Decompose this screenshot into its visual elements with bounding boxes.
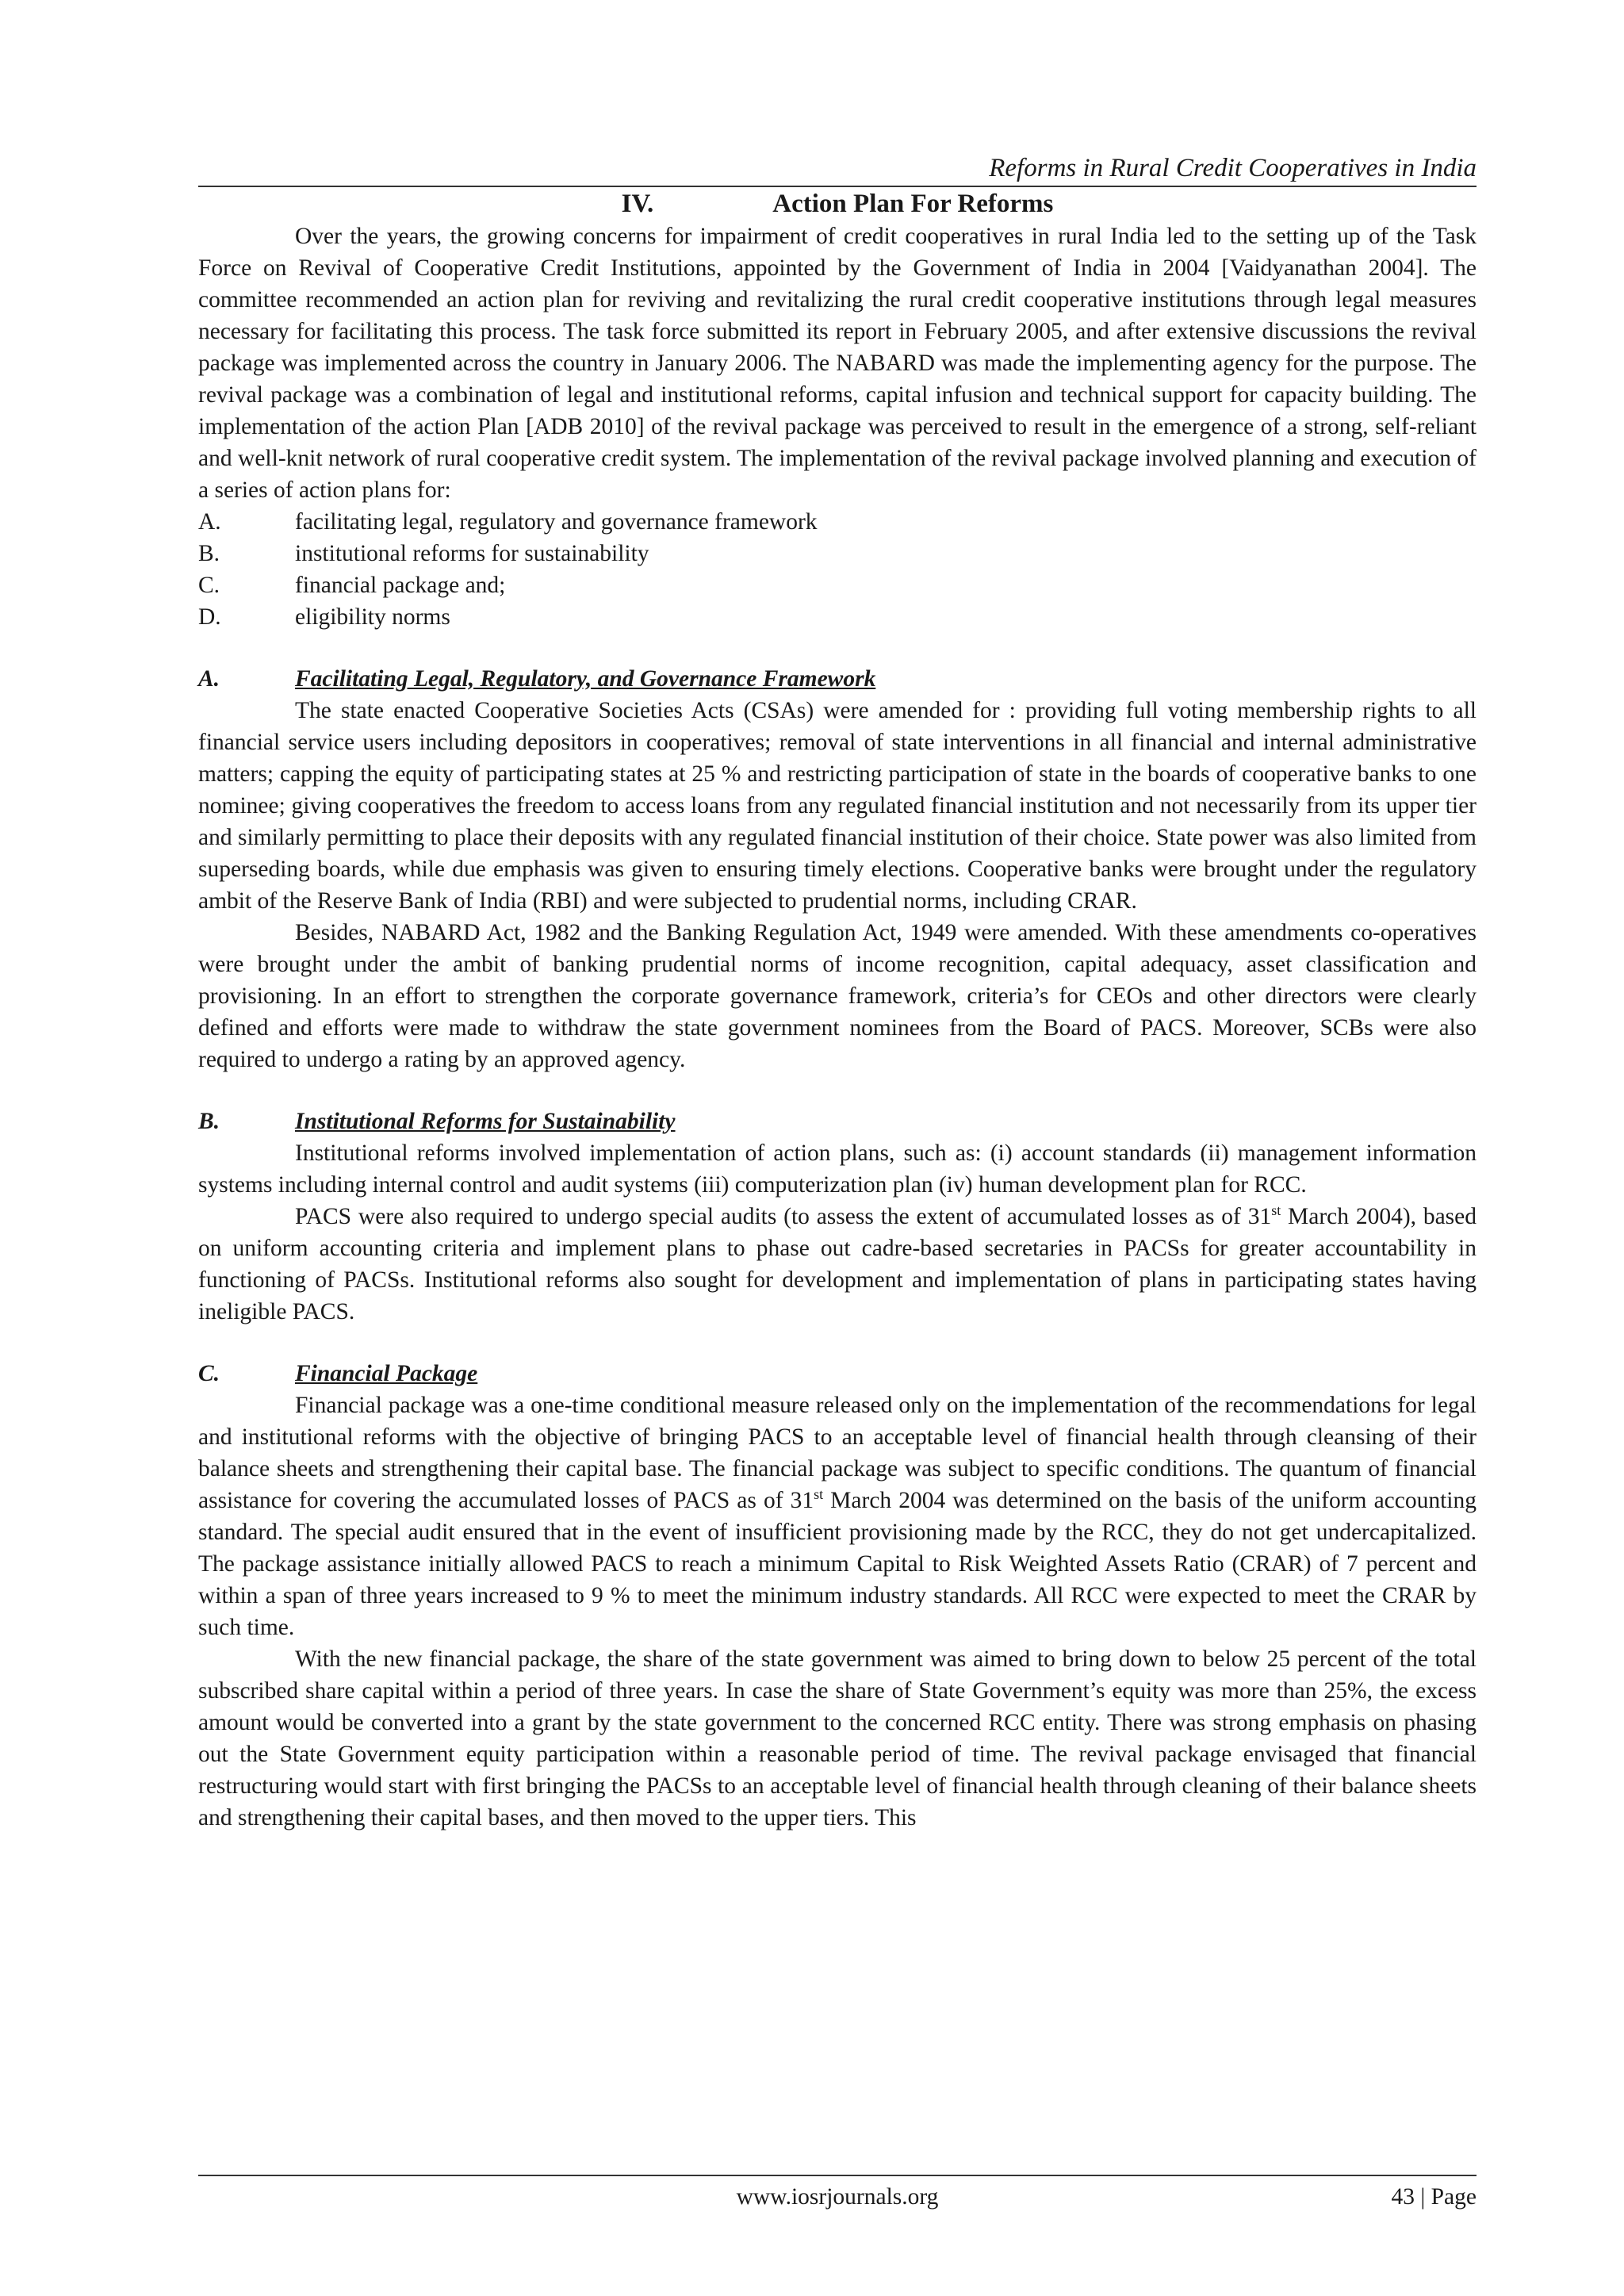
subsection-c-paragraph-1	[198, 1389, 1477, 1643]
subsection-b-paragraph-1: Institutional reforms involved implementation of action plans, such as: (i) account standards (ii) management information systems including internal control and audit systems (iii) computerization plan (iv) human development plan for RCC.	[198, 1140, 1477, 1198]
text-run: March 2004), based on uniform accounting criteria and implement plans to phase out cadre-based secretaries in PACSs for greater accountability in functioning of PACSs. Institutional reforms also sought for development and implementation of plans in participating states having ineligible PACS.	[198, 1204, 1477, 1324]
subsection-c-paragraph-2: With the new financial package, the share of the state government was aimed to bring down to below 25 percent of the total subscribed share capital within a period of three years. In case the share of State Government’s equity was more than 25%, the excess amount would be converted into a grant by the state government to the concerned RCC entity. There was strong emphasis on phasing out the State Government equity participation within a reasonable period of time. The revival package envisaged that financial restructuring would start with first bringing the PACSs to an acceptable level of financial health through cleaning of their balance sheets and strengthening their capital bases, and then moved to the upper tiers. This	[198, 1646, 1477, 1830]
subsection-b-paragraph-2	[198, 1201, 1477, 1328]
subsection-letter: C.	[198, 1361, 220, 1386]
list-item	[198, 506, 1477, 538]
text-run: PACS were also required to undergo special audits (to assess the extent of accumulated losses as of 31	[295, 1204, 1272, 1229]
subsection-b-heading	[198, 1106, 1477, 1137]
list-text: institutional reforms for sustainability	[295, 541, 649, 566]
list-text: facilitating legal, regulatory and governance framework	[295, 509, 818, 535]
subsection-title: Institutional Reforms for Sustainability	[295, 1109, 676, 1134]
section-title: Action Plan For Reforms	[772, 190, 1054, 218]
list-text: financial package and;	[295, 573, 506, 598]
footer-rule	[198, 2175, 1477, 2176]
list-item	[198, 569, 1477, 601]
subsection-c-heading	[198, 1358, 1477, 1389]
subsection-a-paragraph-2: Besides, NABARD Act, 1982 and the Banking Regulation Act, 1949 were amended. With these amendments co-operatives were brought under the ambit of banking prudential norms of income recognition, capital adequacy, asset classification and provisioning. In an effort to strengthen the corporate governance framework, criteria’s for CEOs and other directors were clearly defined and efforts were made to withdraw the state government nominees from the Board of PACS. Moreover, SCBs were also required to undergo a rating by an approved agency.	[198, 920, 1477, 1072]
running-head: Reforms in Rural Credit Cooperatives in India	[989, 154, 1477, 182]
footer-row	[198, 2181, 1477, 2213]
subsection-a-paragraph-1: The state enacted Cooperative Societies Acts (CSAs) were amended for : providing full voting membership rights to all financial service users including depositors in cooperatives; removal of state interventions in all financial and internal administrative matters; capping the equity of participating states at 25 % and restricting participation of state in the boards of cooperative banks to one nominee; giving cooperatives the freedom to access loans from any regulated financial institution and not necessarily from its upper tier and similarly permitting to place their deposits with any regulated financial institution of their choice. State power was also limited from superseding boards, while due emphasis was given to ensuring timely elections. Cooperative banks were brought under the regulatory ambit of the Reserve Bank of India (RBI) and were subjected to prudential norms, including CRAR.	[198, 698, 1477, 914]
subsection-letter: A.	[198, 666, 220, 692]
page-footer	[198, 2175, 1477, 2213]
list-item	[198, 601, 1477, 633]
action-plan-list	[198, 506, 1477, 633]
subsection-letter: B.	[198, 1109, 220, 1134]
list-item	[198, 538, 1477, 569]
page-body	[198, 151, 1477, 1834]
subsection-a-heading	[198, 663, 1477, 695]
footer-page-number: 43 | Page	[1391, 2184, 1477, 2210]
section-number: IV.	[621, 190, 654, 218]
text-run: March 2004 was determined on the basis of the uniform accounting standard. The special audit ensured that in the event of insufficient provisioning made by the RCC, they do not get undercapitalized. The package assistance initially allowed PACS to reach a minimum Capital to Risk Weighted Assets Ratio (CRAR) of 7 percent and within a span of three years increased to 9 % to meet the minimum industry standards. All RCC were expected to meet the CRAR by such time.	[198, 1488, 1477, 1640]
superscript: st	[814, 1486, 824, 1503]
subsection-title: Facilitating Legal, Regulatory, and Governance Framework	[295, 666, 876, 692]
list-text: eligibility norms	[295, 604, 450, 630]
list-letter: C.	[198, 573, 220, 598]
list-letter: D.	[198, 604, 221, 630]
section-heading	[198, 187, 1477, 220]
text-run: Financial package was a one-time conditional measure released only on the implementation of the recommendations for legal and institutional reforms with the objective of bringing PACS to an acceptable level of financial health through cleansing of their balance sheets and strengthening their capital base. The financial package was subject to specific conditions. The quantum of financial assistance for covering the accumulated losses of PACS as of 31	[198, 1393, 1477, 1513]
intro-paragraph: Over the years, the growing concerns for impairment of credit cooperatives in rural India led to the setting up of the Task Force on Revival of Cooperative Credit Institutions, appointed by the Government of India in 2004 [Vaidyanathan 2004]. The committee recommended an action plan for reviving and revitalizing the rural credit cooperative institutions through legal measures necessary for facilitating this process. The task force submitted its report in February 2005, and after extensive discussions the revival package was implemented across the country in January 2006. The NABARD was made the implementing agency for the purpose. The revival package was a combination of legal and institutional reforms, capital infusion and technical support for capacity building. The implementation of the action Plan [ADB 2010] of the revival package was perceived to result in the emergence of a strong, self-reliant and well-knit network of rural cooperative credit system. The implementation of the revival package involved planning and execution of a series of action plans for:	[198, 224, 1477, 503]
list-letter: B.	[198, 541, 220, 566]
subsection-title: Financial Package	[295, 1361, 478, 1386]
footer-website: www.iosrjournals.org	[736, 2184, 939, 2210]
superscript: st	[1271, 1202, 1281, 1219]
list-letter: A.	[198, 509, 221, 535]
